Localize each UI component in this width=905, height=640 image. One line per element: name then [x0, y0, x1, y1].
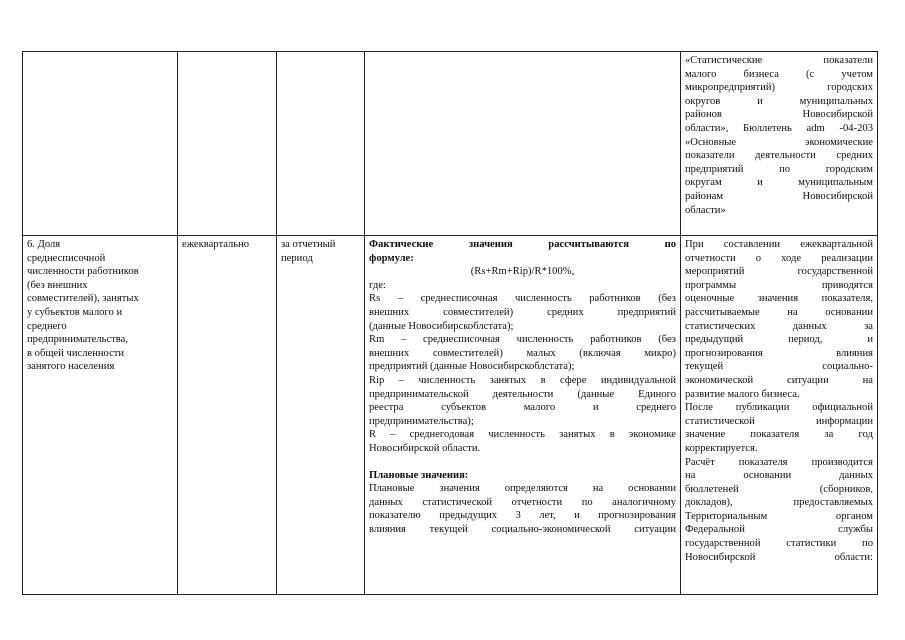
text-line: совместителей), занятых: [27, 293, 139, 305]
table-row: [23, 236, 878, 595]
text-line: предпринимательства);: [369, 415, 474, 427]
text-line: области»: [685, 204, 726, 216]
text-line: численности работников: [27, 266, 139, 278]
table-row: [23, 52, 878, 236]
text-line: районам Новосибирской: [685, 190, 873, 202]
text-line: (данные Новосибирскоблстата);: [369, 320, 514, 332]
text-line: на основании данных: [685, 470, 873, 482]
text-line: внешних совместителей) малых (включая микро): [369, 347, 676, 359]
text-line: предприятий (данные Новосибирскоблстата);: [369, 361, 575, 373]
text-line: докладов), предоставляемых: [685, 497, 873, 509]
indicator-table: [22, 51, 878, 595]
table-cell-frequency: [178, 236, 277, 595]
text-line: Новосибирской области.: [369, 442, 481, 454]
method-heading: Фактические значения рассчитываются по: [369, 239, 676, 250]
formula: (Rs+Rm+Rip)/R*100%,: [470, 266, 575, 278]
text-line: предыдущий период, и: [685, 334, 873, 346]
text-line: статистической информации: [685, 415, 873, 427]
text-line: мероприятий государственной: [685, 266, 873, 278]
table-cell-notes: [681, 236, 878, 595]
text-line: Территориальным органом: [685, 510, 873, 522]
text-line: R – среднегодовая численность занятых в экономике: [369, 429, 676, 441]
text-line: Расчёт показателя производится: [685, 456, 873, 468]
plan-heading: Плановые значения:: [369, 469, 469, 481]
text-line: «Основные экономические: [685, 136, 873, 148]
text-line: После публикации официальной: [685, 402, 873, 414]
text-line: округам и муниципальным: [685, 177, 873, 189]
frequency-text: ежеквартально: [182, 239, 250, 250]
table-cell-frequency: [178, 52, 277, 236]
table-cell-method: [365, 236, 681, 595]
table-cell-indicator: [23, 52, 178, 236]
text-line: (без внешних: [27, 279, 88, 291]
text-line: занятого населения: [27, 361, 115, 373]
table-cell-period: [277, 236, 365, 595]
where-label: где:: [369, 279, 386, 291]
text-line: в общей численности: [27, 347, 125, 359]
text-line: прогнозирования влияния: [685, 347, 873, 359]
text-line: «Статистические показатели: [685, 55, 873, 66]
text-line: данных статистической отчетности по аналогичному: [369, 496, 676, 508]
text-line: среднесписочной: [27, 252, 106, 264]
text-line: корректируется.: [685, 442, 758, 454]
text-line: Rm – среднесписочная численность работников (без: [369, 334, 676, 346]
text-line: влияния текущей социально-экономической ситуации: [369, 523, 676, 535]
text-line: микропредприятий) городских: [685, 82, 873, 94]
text-line: отчетности о ходе реализации: [685, 252, 873, 264]
text-line: показателю предыдущих 3 лет, и прогнозирования: [369, 510, 676, 522]
text-line: предпринимательской деятельности (данные Единого: [369, 388, 676, 400]
text-line: районов Новосибирской: [685, 109, 873, 121]
text-line: При составлении ежеквартальной: [685, 239, 873, 250]
text-line: текущей социально-: [685, 361, 873, 373]
text-line: экономической ситуации на: [685, 374, 873, 386]
text-line: Rs – среднесписочная численность работников (без: [369, 293, 676, 305]
text-line: 6. Доля: [27, 239, 61, 250]
text-line: развитие малого бизнеса.: [685, 388, 800, 400]
text-line: государственной статистики по: [685, 538, 873, 550]
text-line: области», Бюллетень adm -04-203: [685, 122, 873, 134]
text-line: среднего: [27, 320, 67, 332]
text-line: предприятий по городским: [685, 163, 873, 175]
text-line: программы приводятся: [685, 279, 873, 291]
text-line: Федеральной службы: [685, 524, 873, 536]
table-cell-method: [365, 52, 681, 236]
text-line: за отчетный: [281, 239, 336, 250]
text-line: Плановые значения определяются на основании: [369, 483, 676, 495]
text-line: внешних совместителей) средних предприятий: [369, 306, 676, 318]
spacer: [369, 456, 676, 469]
text-line: значение показателя за год: [685, 429, 873, 441]
text-line: реестра субъектов малого и среднего: [369, 402, 676, 414]
text-line: бюллетеней (сборников,: [685, 483, 873, 495]
text-line: рассчитываемые на основании: [685, 306, 873, 318]
text-line: предпринимательства,: [27, 334, 128, 346]
text-line: оценочные значения показателя,: [685, 293, 873, 305]
text-line: малого бизнеса (с учетом: [685, 68, 873, 80]
text-line: показатели деятельности средних: [685, 150, 873, 162]
text-line: округов и муниципальных: [685, 95, 873, 107]
text-line: Новосибирской области:: [685, 551, 873, 563]
method-heading: формуле:: [369, 252, 414, 264]
text-line: статистических данных за: [685, 320, 873, 332]
table-cell-indicator: [23, 236, 178, 595]
table-cell-notes: [681, 52, 878, 236]
table-cell-period: [277, 52, 365, 236]
text-line: Rip – численность занятых в сфере индивидуальной: [369, 374, 676, 386]
text-line: у субъектов малого и: [27, 306, 123, 318]
text-line: период: [281, 252, 313, 264]
